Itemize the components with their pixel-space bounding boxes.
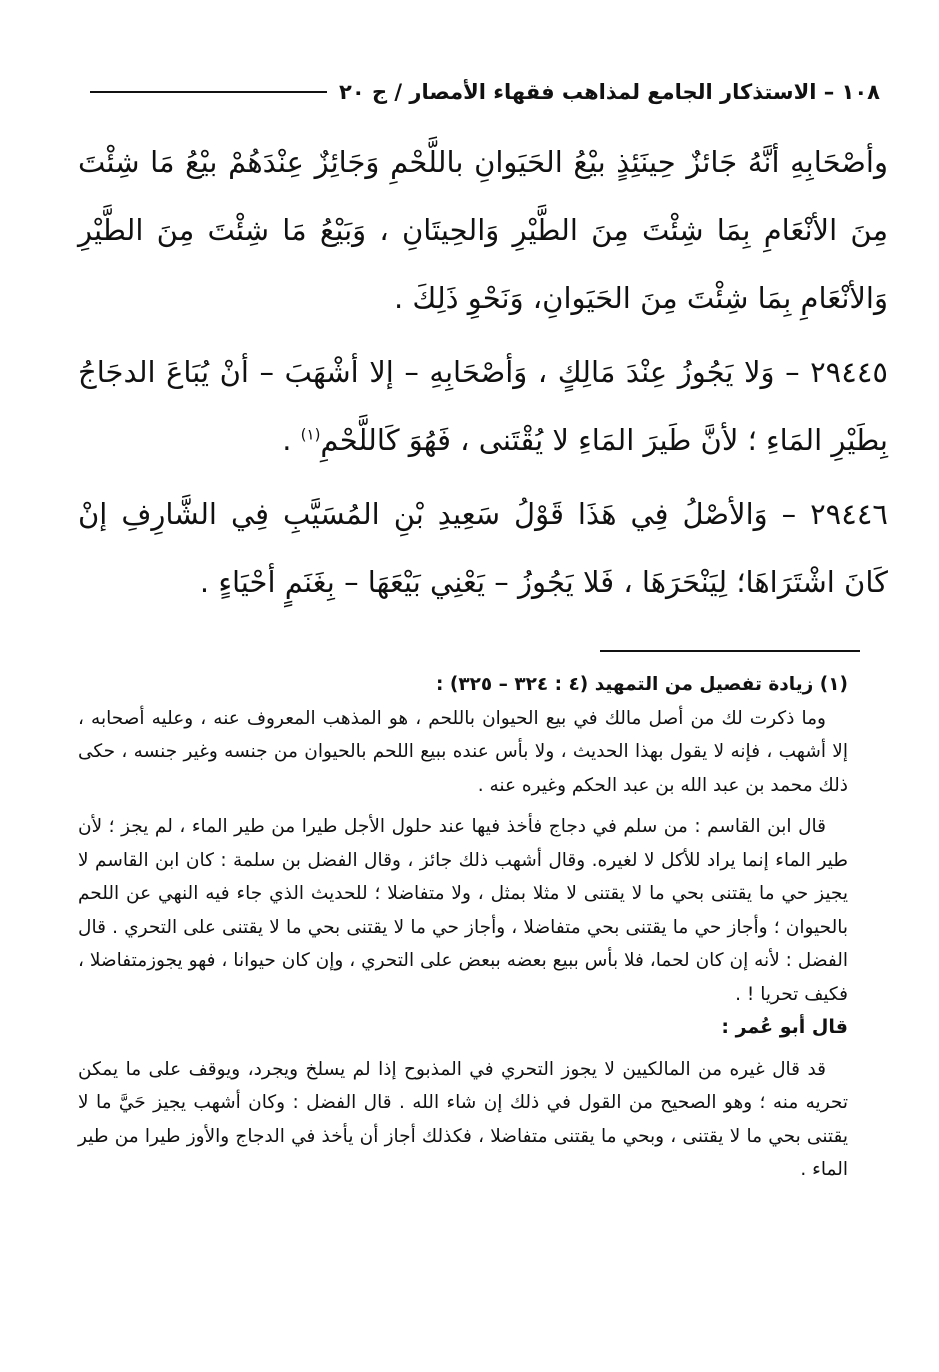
footnote-separator [600, 650, 860, 652]
paragraph-body: وَالأصْلُ فِي هَذَا قَوْلُ سَعِيدِ بْنِ المُسَيَّبِ فِي الشَّارِفِ إنْ كَانَ اشْتَرَاهَا؛ لِيَنْحَرَهَا ، فَلا يَجُوزُ – يَعْنِي بَيْعَهَا – بِغَنَمٍ أحْيَاءٍ . [78, 497, 888, 599]
paragraph-29445: ٢٩٤٤٥ – وَلا يَجُوزُ عِنْدَ مَالِكٍ ، وَأصْحَابِهِ – إلا أشْهَبَ – أنْ يُبَاعَ الدجَاجُ بِطَيْرِ المَاءِ ؛ لأنَّ طَيرَ المَاءِ لا يُقْتَنى ، فَهُوَ كَاللَّحْمِ$^{(١)}$ . [78, 355, 888, 457]
footnote-paragraph: قال ابن القاسم : من سلم في دجاج فأخذ فيها عند حلول الأجل طيرا من طير الماء ، لم يجز ؛ لأن طير الماء إنما يراد للأكل لا لغيره. وقال أشهب ذلك جائز ، وقال الفضل بن سلمة : كان ابن القاسم لا يجيز حي ما يقتنى بحي ما لا يقتنى لا مثلا بمثل ، ولا متفاضلا ؛ للحديث الذي جاء فيه النهي عن اللحم بالحيوان ؛ وأجاز حي ما يقتنى بحي متفاضلا ، وأجاز حي ما لا يقتنى بحي ما لا يقتنى على التحري . قال الفضل : لأنه إن كان لحما، فلا بأس ببيع بعضه ببعض على التحري ، وإن كان حيوانا ، فهو يجوزمتفاضلا ، فكيف تحريا ! . [78, 816, 848, 1005]
footnote-paragraph: وما ذكرت لك من أصل مالك في بيع الحيوان باللحم ، هو المذهب المعروف عنه ، وعليه أصحابه ، إلا أشهب ، فإنه لا يقول بهذا الحديث ، ولا بأس عنده ببيع اللحم بالحيوان من جنسه وغير جنسه ، حكى ذلك محمد بن عبد الله بن عبد الحكم وغيره عنه . [78, 707, 848, 796]
paragraph-29446: ٢٩٤٤٦ – وَالأصْلُ فِي هَذَا قَوْلُ سَعِيدِ بْنِ المُسَيَّبِ فِي الشَّارِفِ إنْ كَانَ اشْتَرَاهَا؛ لِيَنْحَرَهَا ، فَلا يَجُوزُ – يَعْنِي بَيْعَهَا – بِغَنَمٍ أحْيَاءٍ . [78, 497, 888, 599]
footnote-reference[interactable]: (١) [300, 425, 321, 444]
running-head-title: ١٠٨ – الاستذكار الجامع لمذاهب فقهاء الأمصار / ج ٢٠ [339, 80, 880, 104]
paragraph-body: وَلا يَجُوزُ عِنْدَ مَالِكٍ ، وَأصْحَابِهِ – إلا أشْهَبَ – أنْ يُبَاعَ الدجَاجُ بِطَيْرِ المَاءِ ؛ لأنَّ طَيرَ المَاءِ لا يُقْتَنى ، فَهُوَ كَاللَّحْمِ [78, 355, 888, 457]
paragraph-continuation: وأصْحَابِهِ أنَّهُ جَائزٌ حِينَئِذٍ بيْعُ الحَيَوانِ باللَّحْمِ وَجَائِزٌ عِنْدَهُمْ بيْعُ مَا شِئْتَ مِنَ الأنْعَامِ بِمَا شِئْتَ مِنَ الطَّيْرِ وَالحِيتَانِ ، وَبَيْعُ مَا شِئْتَ مِنَ الطَّيْرِ وَالأنْعَامِ بِمَا شِئْتَ مِنَ الحَيَوانِ، وَنَحْوِ ذَلِكَ . [78, 145, 888, 315]
paragraph-end: . [282, 423, 301, 457]
header-rule [90, 91, 327, 93]
paragraph-number: ٢٩٤٤٦ [810, 497, 888, 531]
footnotes [78, 668, 848, 1187]
footnote-paragraph: قد قال غيره من المالكيين لا يجوز التحري في المذبوح إذا لم يسلخ ويجرد، ويوقف على ما يمكن تحريه منه ؛ وهو الصحيح من القول في ذلك إن شاء الله . قال الفضل : وكان أشهب يجيز حَيَّ ما لا يقتنى بحي ما لا يقتنى ، وبحي ما يقتنى متفاضلا ، فكذلك أجاز أن يأخذ في الدجاج والأوز طيرا من طير الماء . [78, 1058, 848, 1180]
footnote-subheading: قال أبو عُمر : [721, 1016, 848, 1038]
paragraph-number: ٢٩٤٤٥ [810, 355, 888, 389]
main-text [78, 128, 888, 622]
footnote-title: (١) زيادة تفصيل من التمهيد (٤ : ٣٢٤ – ٣٢٥) : [436, 674, 848, 695]
running-header [90, 72, 880, 112]
